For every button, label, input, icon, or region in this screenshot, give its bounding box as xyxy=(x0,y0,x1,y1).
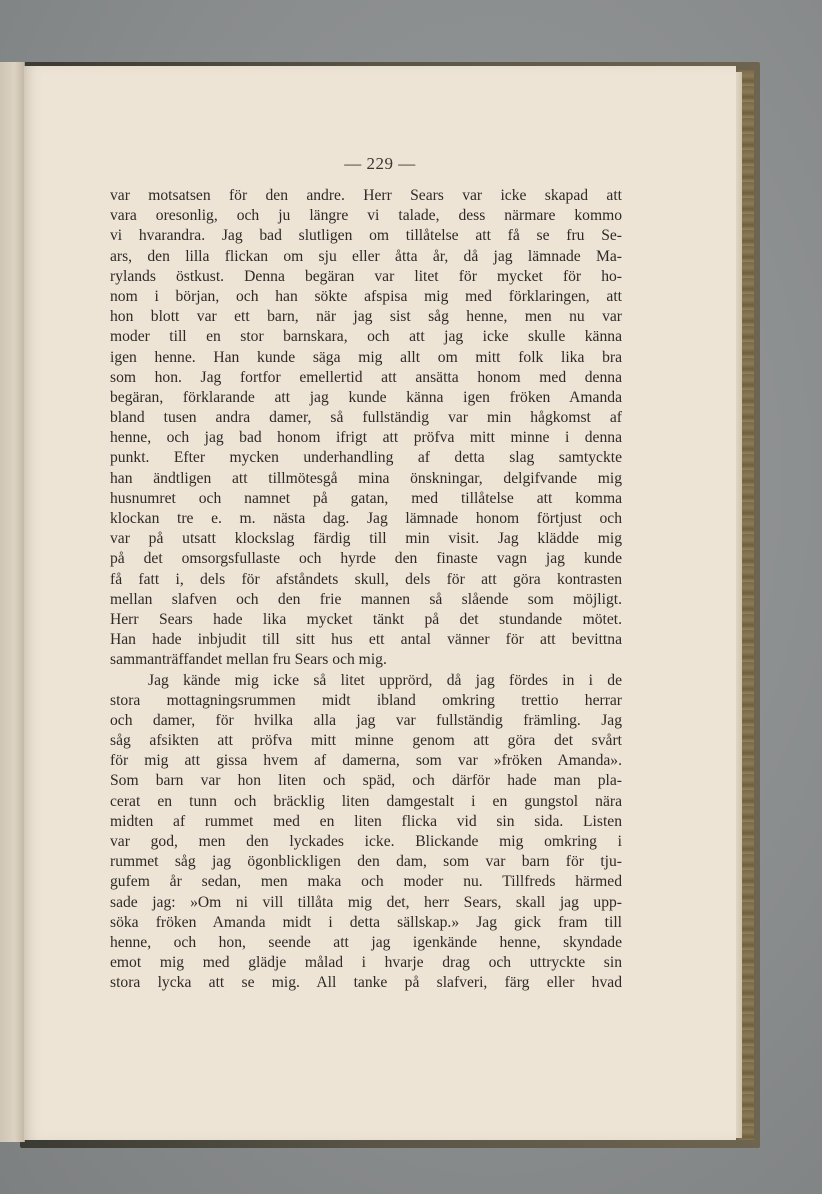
text-line: för mig att gissa hvem af damerna, som var »fröken Amanda». xyxy=(110,752,622,770)
text-line: gufem år sedan, men maka och moder nu. Tillfreds härmed xyxy=(110,873,622,891)
text-line: moder till en stor barnskara, och att jag icke skulle känna xyxy=(110,328,622,346)
text-line: var motsatsen för den andre. Herr Sears var icke skapad att xyxy=(110,187,622,204)
text-line: söka fröken Amanda midt i detta sällskap.» Jag gick fram till xyxy=(110,913,622,931)
text-line: Jag kände mig icke så litet upprörd, då jag fördes in i de xyxy=(148,671,622,689)
facing-page-edge xyxy=(0,62,25,1142)
text-line: hon blott var ett barn, när jag sist såg henne, men nu var xyxy=(110,308,622,326)
text-line: få fatt i, dels för afståndets skull, dels för att göra kontrasten xyxy=(110,570,622,588)
text-line: rummet såg jag ögonblickligen den dam, som var barn för tju- xyxy=(110,853,622,871)
text-line: punkt. Efter mycken underhandling af detta slag samtyckte xyxy=(110,449,622,467)
text-line: Som barn var hon liten och späd, och därför hade man pla- xyxy=(110,772,622,790)
text-line: sade jag: »Om ni vill tillåta mig det, herr Sears, skall jag upp- xyxy=(110,893,622,911)
text-line: han ändtligen att tillmötesgå mina önskningar, delgifvande mig xyxy=(110,469,622,487)
text-line: rylands östkust. Denna begäran var litet för mycket för ho- xyxy=(110,267,622,285)
text-line: vi hvarandra. Jag bad slutligen om tillåtelse att få se fru Se- xyxy=(110,227,622,245)
text-line: husnumret och namnet på gatan, med tillåtelse att komma xyxy=(110,489,622,507)
text-line: vara oresonlig, och ju längre vi talade, dess närmare kommo xyxy=(110,207,622,225)
text-line: emot mig med glädje målad i hvarje drag och uttryckte sin xyxy=(110,954,622,972)
text-line: bland tusen andra damer, så fullständig var min hågkomst af xyxy=(110,409,622,427)
text-line: och damer, för hvilka alla jag var fullständig främling. Jag xyxy=(110,711,622,729)
text-line: stora lycka att se mig. All tanke på slafveri, färg eller hvad xyxy=(110,974,622,992)
book-page xyxy=(24,66,736,1140)
text-line: på det omsorgsfullaste och hyrde den finaste vagn jag kunde xyxy=(110,550,622,568)
text-line: henne, och hon, seende att jag igenkände henne, skyndade xyxy=(110,933,622,951)
text-line: henne, och jag bad honom ifrigt att pröfva mitt minne i denna xyxy=(110,429,622,447)
text-line: sammanträffandet mellan fru Sears och mig. xyxy=(110,651,387,669)
text-line: ars, den lilla flickan om sju eller åtta år, då jag lämnade Ma- xyxy=(110,247,622,265)
body-text xyxy=(110,186,622,994)
page-number: — 229 — xyxy=(344,154,416,173)
text-line: stora mottagningsrummen midt ibland omkring trettio herrar xyxy=(110,691,622,709)
text-line: Han hade inbjudit till sitt hus ett antal vänner för att bevittna xyxy=(110,631,622,649)
text-line: var på utsatt klockslag färdig till min visit. Jag klädde mig xyxy=(110,530,622,548)
text-line: cerat en tunn och bräcklig liten damgestalt i en gungstol nära xyxy=(110,792,622,810)
text-line: som hon. Jag fortfor emellertid att ansätta honom med denna xyxy=(110,368,622,386)
text-line: klockan tre e. m. nästa dag. Jag lämnade honom förtjust och xyxy=(110,510,622,527)
text-line: nom i början, och han sökte afspisa mig med förklaringen, att xyxy=(110,287,622,305)
text-line: Herr Sears hade lika mycket tänkt på det stundande mötet. xyxy=(110,610,622,628)
text-line: mellan slafven och den frie mannen så slående som möjligt. xyxy=(110,590,622,608)
text-line: igen henne. Han kunde säga mig allt om mitt folk lika bra xyxy=(110,348,622,366)
text-line: var god, men den lyckades icke. Blickande mig omkring i xyxy=(110,833,622,850)
text-line: midten af rummet med en liten flicka vid sin sida. Listen xyxy=(110,812,622,830)
text-line: såg afsikten att pröfva mitt minne genom att göra det svårt xyxy=(110,732,622,750)
text-line: begäran, förklarande att jag kunde känna igen fröken Amanda xyxy=(110,388,622,406)
